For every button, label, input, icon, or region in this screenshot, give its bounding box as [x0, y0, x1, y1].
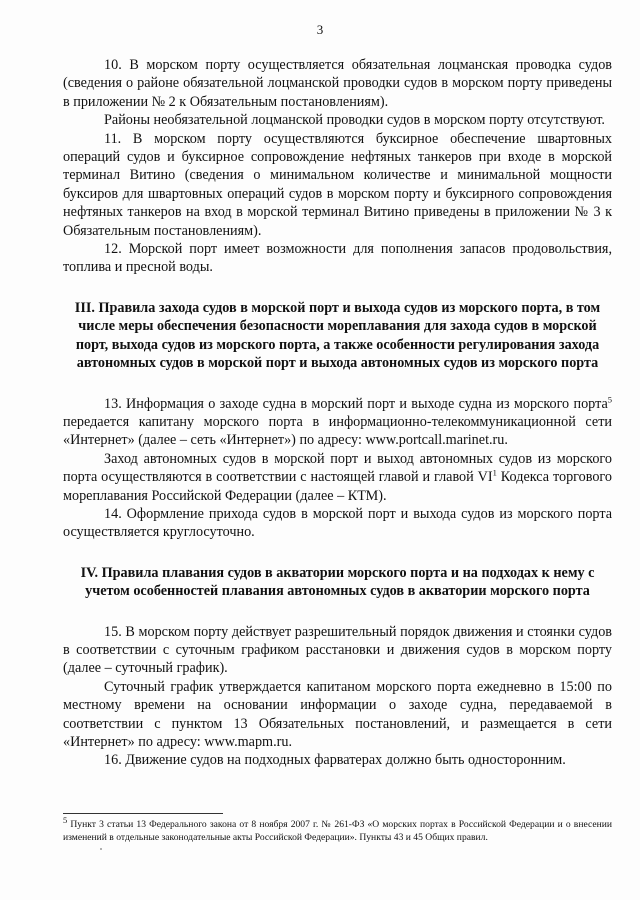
document-body	[63, 56, 612, 770]
paragraph-13	[63, 395, 612, 450]
scan-speck	[100, 848, 102, 850]
paragraph-autonomous-text: Заход автономных судов в морской порт и выход автономных судов из морского порта осуществляются в соответствии с настоящей главой и главой VI	[63, 450, 612, 486]
section-heading-3: III. Правила захода судов в морской порт и выхода судов из морского порта, в том числе меры обеспечения безопасности мореплавания для захода судов в морской порт, выхода судов из морского порта, а также особенности регулирования захода автономных судов в морской порт и выхода автономных судов из морского порта	[74, 299, 601, 372]
paragraph-15: 15. В морском порту действует разрешительный порядок движения и стоянки судов в соответствии с суточным графиком расстановки и движения судов в морском порту (далее – суточный график).	[63, 623, 612, 677]
paragraph-autonomous-ships	[63, 450, 612, 505]
paragraph-daily-schedule: Суточный график утверждается капитаном морского порта ежедневно в 15:00 по местному времени на основании информации о заходе судна, передаваемой в соответствии с пунктом 13 Обязательных постановлений, и размещается в сети «Интернет» по адресу: www.mapm.ru.	[63, 678, 612, 750]
paragraph-11: 11. В морском порту осуществляются буксирное обеспечение швартовных операций судов и буксирное сопровождение нефтяных танкеров при входе в морской терминал Витино (сведения о минимальном количестве и минимальной мощности буксиров для швартовных операций судов в морском порту и буксирного сопровождения нефтяных танкеров на вход в морской терминал Витино приведены в приложении № 3 к Обязательным постановлениям).	[63, 130, 612, 239]
footnote-ref-5: 5	[607, 393, 612, 404]
page-number: 3	[316, 22, 324, 37]
paragraph-13-text-cont: передается капитану морского порта в информационно-телекоммуникационной сети «Интернет» (далее – сеть «Интернет») по адресу: www.portcall.marinet.ru.	[63, 413, 612, 449]
footnote-marker: 5	[63, 814, 68, 825]
paragraph-14: 14. Оформление прихода судов в морской порт и выхода судов из морского порта осуществляется круглосуточно.	[63, 505, 612, 541]
footnote-divider	[63, 813, 223, 814]
paragraph-12: 12. Морской порт имеет возможности для пополнения запасов продовольствия, топлива и пресной воды.	[63, 241, 612, 276]
paragraph-pilot-areas: Районы необязательной лоцманской проводки судов в морском порту отсутствуют.	[104, 112, 605, 129]
paragraph-13-text: 13. Информация о заходе судна в морский порт и выходе судна из морского порта	[104, 395, 608, 412]
chapter-superscript: 1	[492, 467, 497, 478]
paragraph-autonomous-text-cont: Кодекса торгового мореплавания Российской Федерации (далее – КТМ).	[63, 469, 612, 504]
paragraph-16: 16. Движение судов на подходных фарватерах должно быть односторонним.	[104, 752, 566, 769]
footnote-5	[63, 814, 612, 844]
paragraph-10: 10. В морском порту осуществляется обязательная лоцманская проводка судов (сведения о районе обязательной лоцманской проводки судов в морском порту приведены в приложении № 2 к Обязательным постановлениям).	[63, 57, 612, 110]
footnote-text: Пункт 3 статьи 13 Федерального закона от 8 ноября 2007 г. № 261-ФЗ «О морских портах в Российской Федерации и о внесении изменений в отдельные законодательные акты Российской Федерации». Пункты 43 и 45 Общих правил.	[63, 819, 612, 843]
section-heading-4: IV. Правила плавания судов в акватории морского порта и на подходах к нему с учетом особенностей плавания автономных судов в акватории морского порта	[80, 564, 595, 600]
